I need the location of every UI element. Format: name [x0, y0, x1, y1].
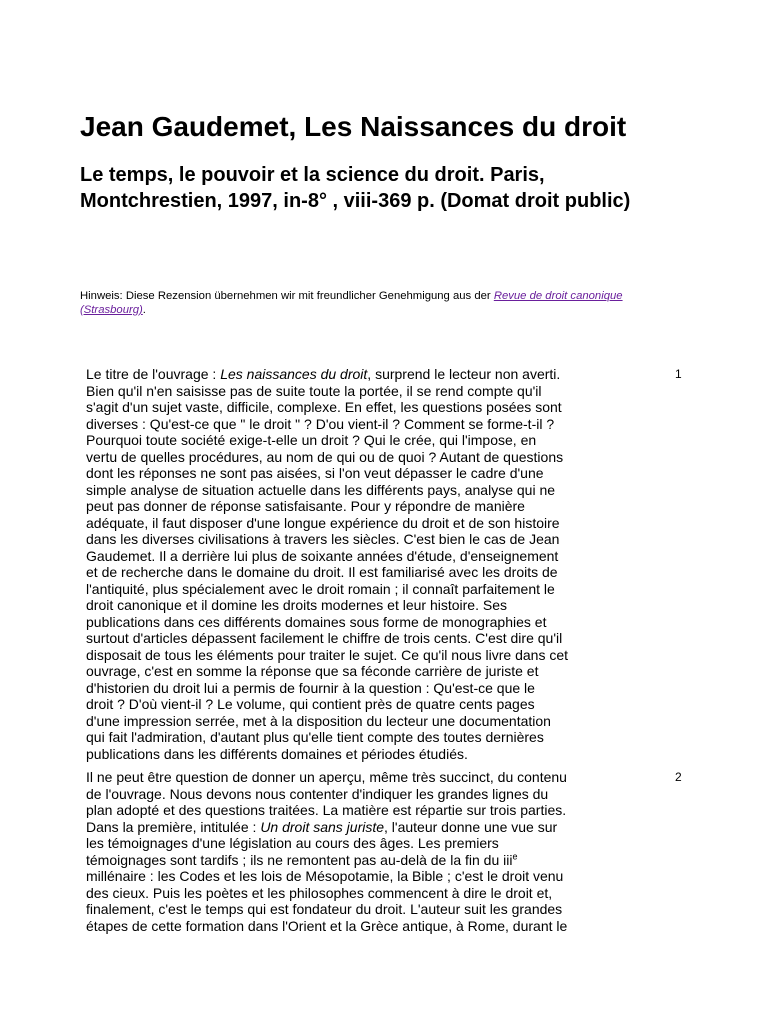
text-segment: Gaudemet. Il a derrière lui plus de soixante années d'étude, d'enseignement: [86, 547, 559, 564]
text-line: [86, 482, 631, 499]
text-line: [86, 696, 631, 713]
paragraph-1: [86, 366, 631, 762]
italic-title: Un droit sans juriste: [260, 818, 385, 835]
text-line: [86, 647, 631, 664]
text-segment: s'agit d'un sujet vaste, difficile, complexe. En effet, les questions posées sont: [86, 399, 562, 415]
text-segment: plan adopté et des questions traitées. La matière est répartie sur trois parties.: [86, 802, 567, 818]
text-line: [86, 465, 631, 482]
text-segment: de l'ouvrage. Nous devons nous contenter d'indiquer les grandes lignes du: [86, 785, 549, 802]
paragraph-number-2: 2: [675, 770, 682, 784]
text-segment: Dans la première, intitulée :: [86, 818, 261, 835]
text-segment: disposait de tous les éléments pour traiter le sujet. Ce qu'il nous livre dans cet: [86, 646, 569, 663]
text-segment: qui fait l'admiration, d'autant plus qu'elle tient compte des toutes dernières: [86, 729, 544, 745]
permission-note: [80, 289, 690, 317]
note-suffix: .: [142, 304, 146, 316]
text-segment: droit ? D'où vient-il ? Le volume, qui contient près de quatre cents pages: [86, 696, 535, 712]
text-line: [86, 729, 631, 746]
page-subtitle: Le temps, le pouvoir et la science du droit. Paris, Montchrestien, 1997, in-8° , viii-369 p. (Domat droit public): [80, 164, 631, 212]
text-line: [86, 548, 631, 565]
text-segment: dont les réponses ne sont pas aisées, si l'on veut dépasser le cadre d'une: [86, 465, 544, 481]
paragraph-number-1: 1: [675, 367, 682, 381]
text-line: [86, 515, 631, 532]
text-segment: ouvrage, c'est en somme la réponse que sa féconde carrière de juriste et: [86, 663, 539, 679]
text-line: [86, 802, 631, 819]
text-segment: témoignages sont tardifs ; ils ne remontent pas au-delà de la fin du iii: [86, 851, 513, 868]
text-segment: les témoignages d'une législation au cours des âges. Les premiers: [86, 835, 499, 851]
text-segment: d'une impression serrée, met à la disposition du lecteur une documentation: [86, 712, 551, 729]
text-segment: dans les diverses civilisations à travers les siècles. C'est bien le cas de Jean: [86, 531, 560, 547]
text-line: [86, 868, 631, 885]
text-segment: surtout d'articles dépassent facilement le chiffre de trois cents. C'est dire qu'il: [86, 630, 563, 646]
text-segment: et de recherche dans le domaine du droit. Il est familiarisé avec les droits de: [86, 564, 558, 580]
text-segment: millénaire : les Codes et les lois de Mésopotamie, la Bible ; c'est le droit venu: [86, 868, 564, 884]
text-line: [86, 383, 631, 400]
superscript: e: [512, 850, 518, 861]
text-segment: droit canonique et il domine les droits modernes et leur histoire. Ses: [86, 597, 507, 613]
text-line: [86, 713, 631, 730]
text-line: [86, 416, 631, 433]
text-line: [86, 564, 631, 581]
text-line: [86, 835, 631, 852]
text-line: [86, 531, 631, 548]
text-line: [86, 819, 631, 836]
text-line: [86, 746, 631, 763]
paragraph-2: [86, 769, 631, 934]
text-line: [86, 399, 631, 416]
italic-title: Les naissances du droit: [220, 366, 368, 382]
text-line: [86, 885, 631, 902]
text-segment: Le titre de l'ouvrage :: [86, 366, 221, 382]
text-segment: diverses : Qu'est-ce que " le droit " ? D'ou vient-il ? Comment se forme-t-il ?: [86, 415, 555, 432]
text-line: [86, 498, 631, 515]
text-segment: d'historien du droit lui a permis de fournir à la question : Qu'est-ce que le: [86, 679, 535, 696]
text-segment: Bien qu'il n'en saisisse pas de suite toute la portée, il se rend compte qu'il: [86, 382, 542, 399]
text-line: [86, 663, 631, 680]
text-line: [86, 366, 631, 383]
text-segment: peut pas donner de réponse satisfaisante. Pour y répondre de manière: [86, 498, 525, 514]
text-segment: vertu de quelles procédures, au nom de qui ou de quoi ? Autant de questions: [86, 448, 564, 465]
text-line: [86, 449, 631, 466]
text-line: [86, 769, 631, 786]
text-line: [86, 918, 631, 935]
text-segment: Pourquoi toute société exige-t-elle un droit ? Qui le crée, qui l'impose, en: [86, 432, 537, 448]
text-line: [86, 597, 631, 614]
text-segment: , surprend le lecteur non averti.: [367, 366, 561, 382]
text-line: [86, 786, 631, 803]
text-line: [86, 680, 631, 697]
note-text: Hinweis: Diese Rezension übernehmen wir mit freundlicher Genehmigung aus der: [80, 290, 494, 302]
text-line: [86, 581, 631, 598]
text-segment: , l'auteur donne une vue sur: [384, 818, 558, 835]
text-line: [86, 630, 631, 647]
text-segment: publications dans ces différents domaines sous forme de monographies et: [86, 613, 547, 630]
text-line: [86, 432, 631, 449]
text-segment: Il ne peut être question de donner un aperçu, même très succinct, du contenu: [86, 769, 567, 785]
text-segment: finalement, c'est le temps qui est fondateur du droit. L'auteur suit les grandes: [86, 901, 563, 917]
text-line: [86, 614, 631, 631]
text-line: [86, 901, 631, 918]
text-segment: simple analyse de situation actuelle dans les différents pays, analyse qui ne: [86, 481, 556, 498]
text-segment: étapes de cette formation dans l'Orient et la Grèce antique, à Rome, durant le: [86, 917, 568, 934]
text-segment: adéquate, il faut disposer d'une longue expérience du droit et de son histoire: [86, 514, 560, 531]
journal-link[interactable]: Revue de droit canonique (Strasbourg): [80, 290, 623, 316]
text-line: [86, 852, 631, 869]
text-segment: l'antiquité, plus spécialement avec le droit romain ; il connaît parfaitement le: [86, 580, 555, 597]
text-segment: des cieux. Puis les poètes et les philosophes commencent à dire le droit et,: [86, 884, 553, 901]
page-title: Jean Gaudemet, Les Naissances du droit: [80, 111, 627, 142]
text-segment: publications dans les différents domaines et périodes étudiés.: [86, 745, 468, 762]
